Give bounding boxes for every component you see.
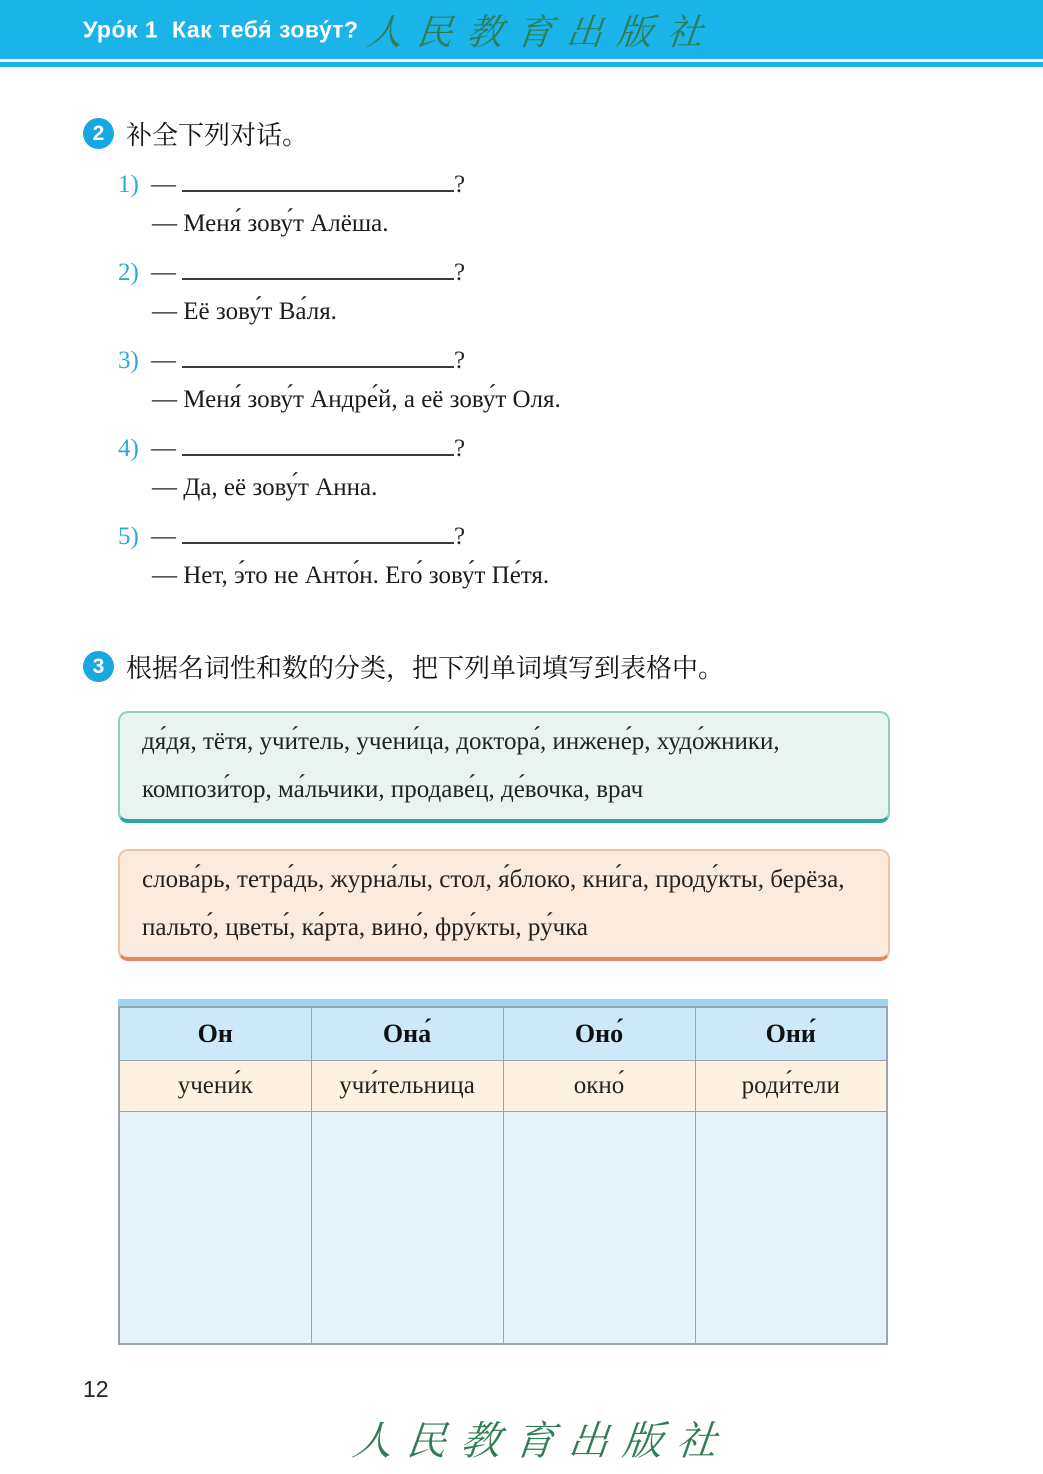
publisher-logo-header: 人民教育出版社 xyxy=(364,12,720,54)
fill-in-cell-ona xyxy=(311,1112,503,1344)
fill-in-cell-on xyxy=(119,1112,311,1344)
exercise2-instruction: 补全下列对话。 xyxy=(126,121,309,150)
item-number: 2) xyxy=(118,259,139,286)
dialogue-question-3 xyxy=(118,342,1043,374)
question-mark: ? xyxy=(454,347,466,374)
table-header-row xyxy=(119,1007,887,1061)
word-box-inanimate-nouns: слова́рь, тетра́дь, журна́лы, стол, я́блоко, кни́га, проду́кты, берёза, пальто́, цветы́, ка́рта, вино́, фру́кты, ру́чка xyxy=(118,849,890,961)
word-box-animate-nouns: дя́дя, тётя, учи́тель, учени́ца, доктора́, инжене́р, худо́жники, компози́тор, ма́льчики, продаве́ц, де́вочка, врач xyxy=(118,711,890,823)
exercise3-heading xyxy=(83,648,1043,685)
item-number: 1) xyxy=(118,171,139,198)
header-underline xyxy=(0,62,1043,67)
answer-blank xyxy=(182,430,454,456)
example-cell-ono: окно́ xyxy=(503,1061,695,1112)
answer-blank xyxy=(182,518,454,544)
question-mark: ? xyxy=(454,435,466,462)
dialogue-item-3 xyxy=(0,342,1043,416)
header-bar xyxy=(0,0,1043,59)
dialogue-answer-1: — Меня́ зову́т Алёша. xyxy=(152,210,389,237)
table-fill-in-row xyxy=(119,1112,887,1344)
column-header-ono: Оно́ xyxy=(503,1007,695,1061)
item-number: 4) xyxy=(118,435,139,462)
dialogue-answer-3: — Меня́ зову́т Андре́й, а её зову́т Оля. xyxy=(152,386,561,413)
dialogue-dash: — xyxy=(151,347,176,374)
dialogue-question-4 xyxy=(118,430,1043,462)
publisher-logo-footer: 人民教育出版社 xyxy=(350,1418,734,1465)
dialogue-item-1 xyxy=(0,166,1043,240)
dialogue-list xyxy=(0,166,1043,592)
dialogue-item-5 xyxy=(0,518,1043,592)
gender-table xyxy=(118,999,888,1345)
exercise3-instruction: 根据名词性和数的分类，把下列单词填写到表格中。 xyxy=(126,654,725,683)
dialogue-item-4 xyxy=(0,430,1043,504)
answer-blank xyxy=(182,254,454,280)
answer-blank xyxy=(182,166,454,192)
example-cell-on: учени́к xyxy=(119,1061,311,1112)
item-number: 5) xyxy=(118,523,139,550)
example-cell-oni: роди́тели xyxy=(695,1061,887,1112)
dialogue-question-2 xyxy=(118,254,1043,286)
dialogue-answer-5: — Нет, э́то не Анто́н. Его́ зову́т Пе́тя. xyxy=(152,562,550,589)
exercise2-number-badge: 2 xyxy=(83,118,114,149)
column-header-ona: Она́ xyxy=(311,1007,503,1061)
example-cell-ona: учи́тельница xyxy=(311,1061,503,1112)
answer-blank xyxy=(182,342,454,368)
dialogue-dash: — xyxy=(151,171,176,198)
dialogue-dash: — xyxy=(151,523,176,550)
question-mark: ? xyxy=(454,259,466,286)
fill-in-cell-oni xyxy=(695,1112,887,1344)
dialogue-dash: — xyxy=(151,435,176,462)
dialogue-question-1 xyxy=(118,166,1043,198)
exercise3-number-badge: 3 xyxy=(83,651,114,682)
table-example-row xyxy=(119,1061,887,1112)
item-number: 3) xyxy=(118,347,139,374)
dialogue-answer-4: — Да, её зову́т Анна. xyxy=(152,474,378,501)
question-mark: ? xyxy=(454,171,466,198)
lesson-title: Уро́к 1 Как тебя́ зову́т? xyxy=(83,16,359,42)
dialogue-question-5 xyxy=(118,518,1043,550)
dialogue-dash: — xyxy=(151,259,176,286)
column-header-oni: Они́ xyxy=(695,1007,887,1061)
dialogue-answer-2: — Её зову́т Ва́ля. xyxy=(152,298,337,325)
page-number: 12 xyxy=(83,1376,109,1402)
dialogue-item-2 xyxy=(0,254,1043,328)
exercise2-heading xyxy=(83,115,1043,152)
column-header-on: Он xyxy=(119,1007,311,1061)
fill-in-cell-ono xyxy=(503,1112,695,1344)
question-mark: ? xyxy=(454,523,466,550)
table-top-strip xyxy=(118,999,888,1006)
